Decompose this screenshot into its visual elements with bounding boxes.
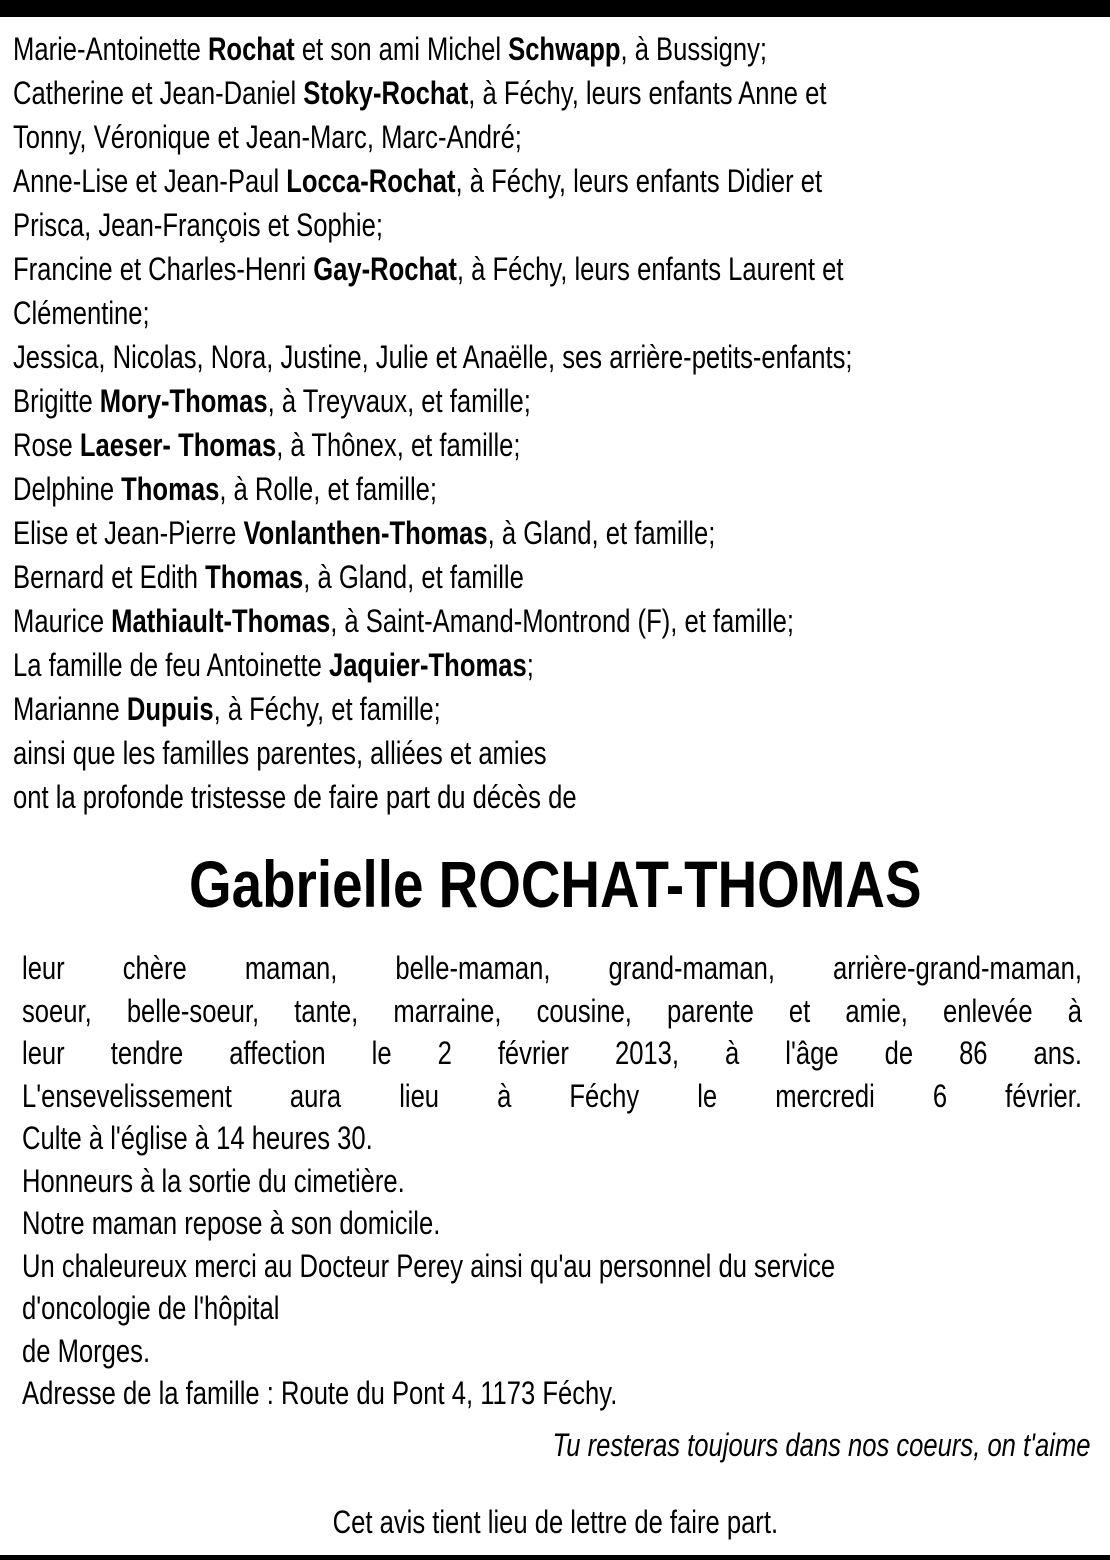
family-text: , à Féchy, et famille; (213, 691, 441, 727)
detail-line: Adresse de la famille : Route du Pont 4, 1173 Féchy. (22, 1375, 618, 1411)
word: L'ensevelissement (22, 1077, 232, 1114)
details-paragraph (22, 947, 1082, 1415)
word: aura (289, 1077, 342, 1114)
word: février (497, 1035, 569, 1071)
family-text: Anne-Lise et Jean-Paul (13, 163, 287, 199)
family-text: Marianne (13, 691, 127, 727)
word: maman, (244, 950, 338, 986)
family-line (13, 291, 1101, 335)
detail-line: Culte à l'église à 14 heures 30. (22, 1120, 373, 1156)
family-text: Francine et Charles-Henri (13, 251, 314, 287)
family-text: Rose (13, 427, 80, 463)
family-line (13, 247, 1101, 291)
family-list (13, 27, 1110, 819)
family-text: Brigitte (13, 383, 100, 419)
family-text: , à Saint-Amand-Montrond (F), et famille; (330, 603, 794, 639)
family-line (13, 71, 1101, 115)
family-text: , à Rolle, et famille; (219, 471, 437, 507)
family-surname: Gay-Rochat (313, 251, 457, 287)
bottom-border-bar (0, 1555, 1110, 1560)
word: affection (229, 1035, 326, 1071)
word: leur (22, 1035, 65, 1071)
detail-line: Un chaleureux merci au Docteur Perey ainsi qu'au personnel du service (22, 1247, 836, 1284)
word: leur (22, 950, 65, 986)
detail-line: de Morges. (22, 1332, 151, 1369)
family-text: , à Gland, et famille (303, 559, 524, 595)
family-line (13, 423, 1101, 467)
word: 2 (437, 1035, 452, 1071)
word: le (371, 1035, 392, 1071)
family-text: , à Treyvaux, et famille; (267, 383, 531, 419)
word: février. (1005, 1077, 1082, 1114)
word: mercredi (775, 1077, 875, 1114)
family-list-inner (13, 27, 1101, 819)
family-text: ont la profonde tristesse de faire part du décès de (13, 779, 577, 815)
word: à (1067, 992, 1082, 1029)
justified-line (22, 947, 1082, 990)
justified-line (22, 990, 1082, 1033)
justified-block (22, 947, 1082, 1117)
family-surname: Dupuis (126, 691, 214, 727)
detail-line: Notre maman repose à son domicile. (22, 1205, 441, 1241)
family-text: , à Féchy, leurs enfants Anne et (468, 75, 827, 111)
family-text: , à Bussigny; (620, 31, 768, 67)
family-text: Catherine et Jean-Daniel (13, 75, 304, 111)
word: soeur, (22, 992, 92, 1029)
family-text: Marie-Antoinette (13, 31, 208, 67)
word: 2013, (614, 1035, 680, 1071)
family-text: , à Thônex, et famille; (276, 427, 521, 463)
farewell-message: Tu resteras toujours dans nos coeurs, on t'aime (552, 1427, 1091, 1463)
family-surname: Jaquier-Thomas (328, 647, 527, 683)
family-surname: Mory-Thomas (99, 383, 268, 419)
word: parente (666, 992, 754, 1029)
family-line (13, 731, 1101, 775)
family-text: Elise et Jean-Pierre (13, 515, 244, 551)
word: à (725, 1035, 740, 1071)
family-line (13, 379, 1101, 423)
family-text: , à Féchy, leurs enfants Didier et (455, 163, 823, 199)
family-surname: Schwapp (508, 31, 621, 67)
word: 86 (959, 1035, 988, 1071)
word: arrière-grand-maman, (833, 950, 1082, 986)
detail-line: Honneurs à la sortie du cimetière. (22, 1162, 405, 1199)
word: ans. (1033, 1035, 1082, 1071)
family-line (13, 555, 1101, 599)
family-text: Tonny, Véronique et Jean-Marc, Marc-André; (13, 119, 522, 155)
word: grand-maman, (608, 950, 775, 986)
word: Féchy (569, 1077, 640, 1114)
word: lieu (399, 1077, 440, 1114)
detail-line: d'oncologie de l'hôpital (22, 1290, 280, 1326)
word: belle-maman, (395, 950, 551, 986)
word: tante, (294, 992, 359, 1029)
family-line (13, 687, 1101, 731)
family-line (13, 159, 1101, 203)
family-surname: Stoky-Rochat (303, 75, 469, 111)
family-surname: Thomas (121, 471, 220, 507)
family-text: Delphine (13, 471, 122, 507)
family-surname: Thomas (205, 559, 304, 595)
deceased-name: Gabrielle ROCHAT-THOMAS (188, 847, 922, 921)
family-surname: Locca-Rochat (286, 163, 456, 199)
family-surname: Mathiault-Thomas (111, 603, 331, 639)
family-surname: Vonlanthen-Thomas (243, 515, 488, 551)
family-text: Clémentine; (13, 295, 150, 331)
family-line (13, 467, 1101, 511)
family-text: ; (526, 647, 534, 683)
family-surname: Rochat (207, 31, 295, 67)
family-text: Maurice (13, 603, 112, 639)
plain-block (22, 1117, 1082, 1415)
word: le (697, 1077, 718, 1114)
family-line (13, 599, 1101, 643)
word: marraine, (393, 992, 502, 1029)
family-text: Jessica, Nicolas, Nora, Justine, Julie et Anaëlle, ses arrière-petits-enfants; (13, 339, 853, 375)
word: chère (122, 950, 187, 986)
family-text: , à Gland, et famille; (487, 515, 716, 551)
notice-text: Cet avis tient lieu de lettre de faire part. (332, 1504, 778, 1540)
family-text: La famille de feu Antoinette (13, 647, 329, 683)
word: enlevée (942, 992, 1033, 1029)
notice-footer (0, 1500, 1110, 1544)
family-text: Prisca, Jean-François et Sophie; (13, 207, 383, 243)
top-border-bar (0, 0, 1110, 17)
word: amie, (845, 992, 908, 1029)
family-line (13, 511, 1101, 555)
family-text: , à Féchy, leurs enfants Laurent et (456, 251, 844, 287)
word: de (884, 1035, 914, 1071)
family-line (13, 203, 1101, 247)
word: 6 (932, 1077, 948, 1114)
family-line (13, 115, 1101, 159)
family-line (13, 27, 1101, 71)
family-line (13, 775, 1101, 819)
family-surname: Laeser- Thomas (79, 427, 277, 463)
word: cousine, (536, 992, 632, 1029)
family-text: ainsi que les familles parentes, alliées et amies (13, 735, 547, 771)
word: à (497, 1077, 512, 1114)
family-line (13, 643, 1101, 687)
family-text: Bernard et Edith (13, 559, 206, 595)
justified-line (22, 1032, 1082, 1075)
word: et (788, 992, 811, 1029)
word: belle-soeur, (126, 992, 260, 1029)
justified-line (22, 1075, 1082, 1118)
family-text: et son ami Michel (294, 31, 509, 67)
family-line (13, 335, 1101, 379)
deceased-name-heading (0, 844, 1110, 924)
word: l'âge (785, 1035, 839, 1071)
word: tendre (110, 1035, 184, 1071)
